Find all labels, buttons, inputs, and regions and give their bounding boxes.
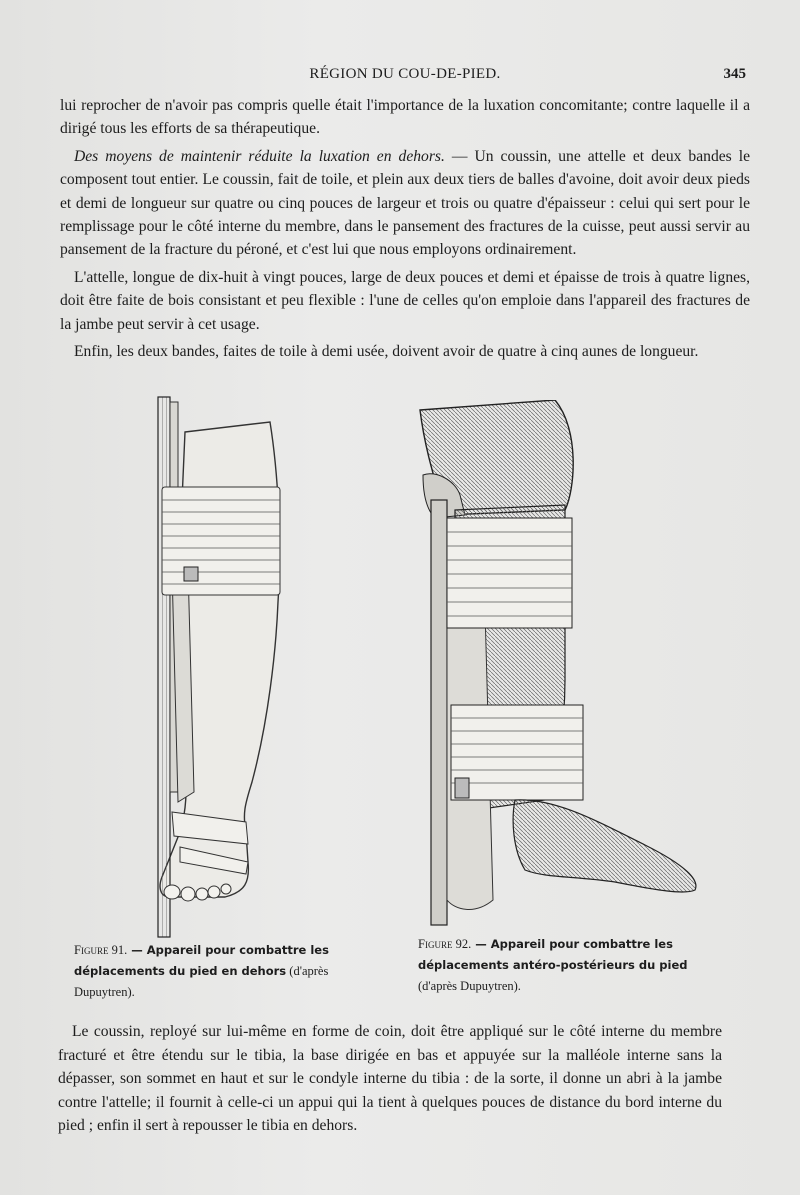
lower-text-block [58, 1020, 722, 1138]
figure-91-caption [74, 940, 359, 1003]
section-heading-italic: Des moyens de maintenir réduite la luxation en dehors. [74, 147, 445, 165]
figure-92-source: (d'après Dupuytren). [418, 979, 521, 993]
paragraph-2-text: — Un coussin, une attelle et deux bandes le composent tout entier. Le coussin, fait de toile, et plein aux deux tiers de balles d'avoine, doit avoir deux pieds et demi de longueur sur quatre ou cinq pouces de largeur et trois ou quatre d'épaisseur : celui qui sert pour le remplissage pour le côté interne du membre, dans le pansement des fractures de la cuisse, peut aussi servir au pansement de la fracture du péroné, et c'est lui que nous employons ordinairement. [60, 147, 750, 259]
running-title: RÉGION DU COU-DE-PIED. [309, 66, 501, 82]
paragraph-5: Le coussin, reployé sur lui-même en forme de coin, doit être appliqué sur le côté interne du membre fracturé et être étendu sur le tibia, la base dirigée en bas et appuyée sur la malléole interne sans la dépasser, son sommet en haut et sur le condyle interne du tibia : de la sorte, il donne un abri à la jambe contre l'attelle; il fournit à celle-ci un appui qui la tient à quelques pouces de distance du bord interne du pied ; enfin il sert à repousser le tibia en dehors. [58, 1023, 722, 1135]
figure-91-illustration [150, 392, 300, 940]
figure-92-label: Figure 92. [418, 937, 472, 951]
upper-text-block [60, 94, 750, 367]
paragraph-1: lui reprocher de n'avoir pas compris quelle était l'importance de la luxation concomitante; contre laquelle il a dirigé tous les efforts de sa thérapeutique. [60, 97, 750, 138]
figure-92-caption [418, 934, 714, 997]
figure-91-title: — Appareil pour combattre les déplacements du pied en dehors [74, 943, 329, 978]
figure-91-source: (d'après Dupuytren). [74, 964, 329, 999]
page-header [60, 66, 750, 88]
figure-92-illustration [415, 400, 705, 930]
figure-92-title: — Appareil pour combattre les déplacements antéro-postérieurs du pied [418, 937, 688, 972]
paragraph-4: Enfin, les deux bandes, faites de toile à demi usée, doivent avoir de quatre à cinq aunes de longueur. [74, 343, 699, 361]
page-number: 345 [723, 66, 746, 82]
paragraph-3: L'attelle, longue de dix-huit à vingt pouces, large de deux pouces et demi et épaisse de trois à quatre lignes, doit être faite de bois consistant et peu flexible : l'une de celles qu'on emploie dans l'appareil des fractures de la jambe peut servir à cet usage. [60, 268, 750, 333]
paragraph-2 [60, 145, 750, 262]
figure-91-label: Figure 91. [74, 943, 128, 957]
